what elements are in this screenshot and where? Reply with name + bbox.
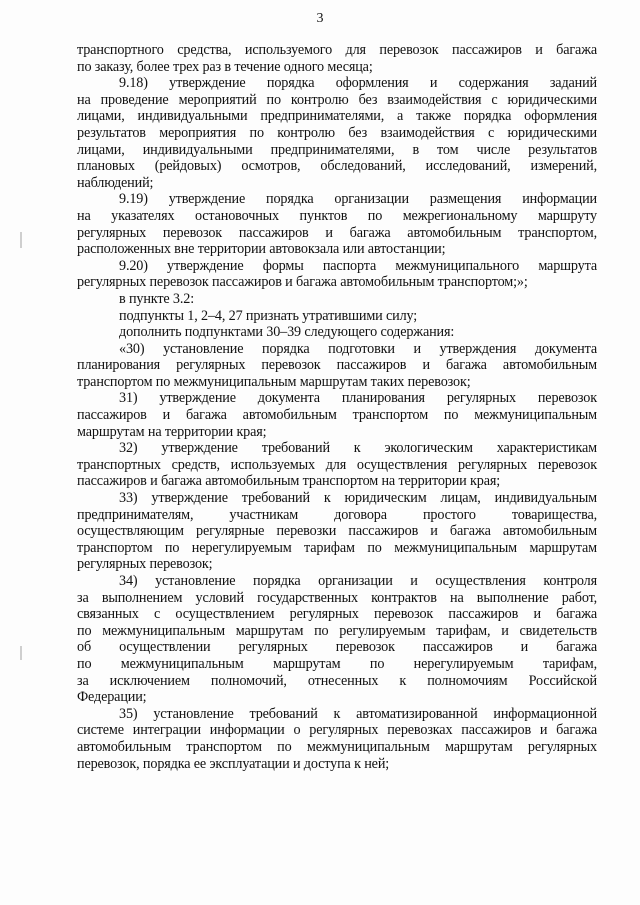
document-body [77,42,597,772]
text-line: 9.18) утверждение порядка оформления и содержания заданий [119,75,597,92]
text-line: 31) утверждение документа планирования регулярных перевозок [119,390,597,407]
text-line: планирования регулярных перевозок пассажиров и багажа автомобильным [77,357,597,374]
text-line: транспортных средств, используемых для осуществления регулярных перевозок [77,456,597,473]
text-line: 35) установление требований к автоматизированной информационной [119,705,597,722]
text-line: на указателях остановочных пунктов по межрегиональному маршруту [77,207,597,224]
text-line: плановых (рейдовых) осмотров, обследований, исследований, измерений, [77,158,597,175]
text-line: регулярных перевозок; [77,556,213,573]
text-line: регулярных перевозок пассажиров и багажа автомобильным транспортом;»; [77,274,528,291]
text-line: транспортом по нерегулируемым тарифам по межмуниципальным маршрутам [77,539,597,556]
text-line: пассажиров и багажа автомобильным транспортом по межмуниципальным [77,407,597,424]
text-line: регулярных перевозок пассажиров и багажа автомобильным транспортом, [77,224,597,241]
text-line: маршрутам на территории края; [77,423,267,440]
text-line: 32) утверждение требований к экологическим характеристикам [119,440,597,457]
text-line: 9.19) утверждение порядка организации размещения информации [119,191,597,208]
text-line: наблюдений; [77,174,154,191]
text-line: на проведение мероприятий по контролю без взаимодействия с юридическими [77,91,597,108]
text-line: «30) установление порядка подготовки и утверждения документа [119,340,597,357]
text-line: осуществляющим регулярные перевозки пассажиров и багажа автомобильным [77,523,597,540]
text-line: по межмуниципальным маршрутам по нерегулируемым тарифам, [77,655,597,672]
text-line: лицами, индивидуальными предпринимателями, в том числе результатов [77,141,597,158]
text-line: об осуществлении регулярных перевозок пассажиров и багажа [77,639,597,656]
text-line: пассажиров и багажа автомобильным транспортом на территории края; [77,473,501,490]
text-line: транспортом по межмуниципальным маршрутам таких перевозок; [77,373,471,390]
text-line: по заказу, более трех раз в течение одного месяца; [77,58,373,75]
text-line: в пункте 3.2: [119,290,195,307]
text-line: лицами, индивидуальными предпринимателями, а также порядка оформления [77,108,597,125]
text-line: транспортного средства, используемого для перевозок пассажиров и багажа [77,42,597,58]
text-line: за выполнением условий государственных контрактов на выполнение работ, [77,589,597,606]
text-line: дополнить подпунктами 30–39 следующего содержания: [119,324,455,341]
text-line: перевозок, порядка ее эксплуатации и доступа к ней; [77,755,390,772]
text-line: по межмуниципальным маршрутам по регулируемым тарифам, и свидетельств [77,622,597,639]
scan-margin-mark [20,646,22,660]
text-line: 9.20) утверждение формы паспорта межмуниципального маршрута [119,257,597,274]
text-line: подпункты 1, 2–4, 27 признать утратившими силу; [119,307,418,324]
text-line: результатов мероприятия по контролю без взаимодействия с юридическими [77,124,597,141]
text-line: предпринимателям, участникам договора простого товарищества, [77,506,597,523]
text-line: за исключением полномочий, отнесенных к полномочиям Российской [77,672,597,689]
text-line: 33) утверждение требований к юридическим лицам, индивидуальным [119,490,597,507]
text-line: 34) установление порядка организации и осуществления контроля [119,573,597,589]
text-line: автомобильным транспортом по межмуниципальным маршрутам регулярных [77,738,597,755]
text-line: Федерации; [77,689,147,706]
text-line: расположенных вне территории автовокзала или автостанции; [77,241,446,258]
text-line: связанных с осуществлением регулярных перевозок пассажиров и багажа [77,606,597,623]
page-number: 3 [316,11,324,26]
text-line: системе интеграции информации о регулярных перевозках пассажиров и багажа [77,722,597,739]
scan-margin-mark [20,232,22,248]
